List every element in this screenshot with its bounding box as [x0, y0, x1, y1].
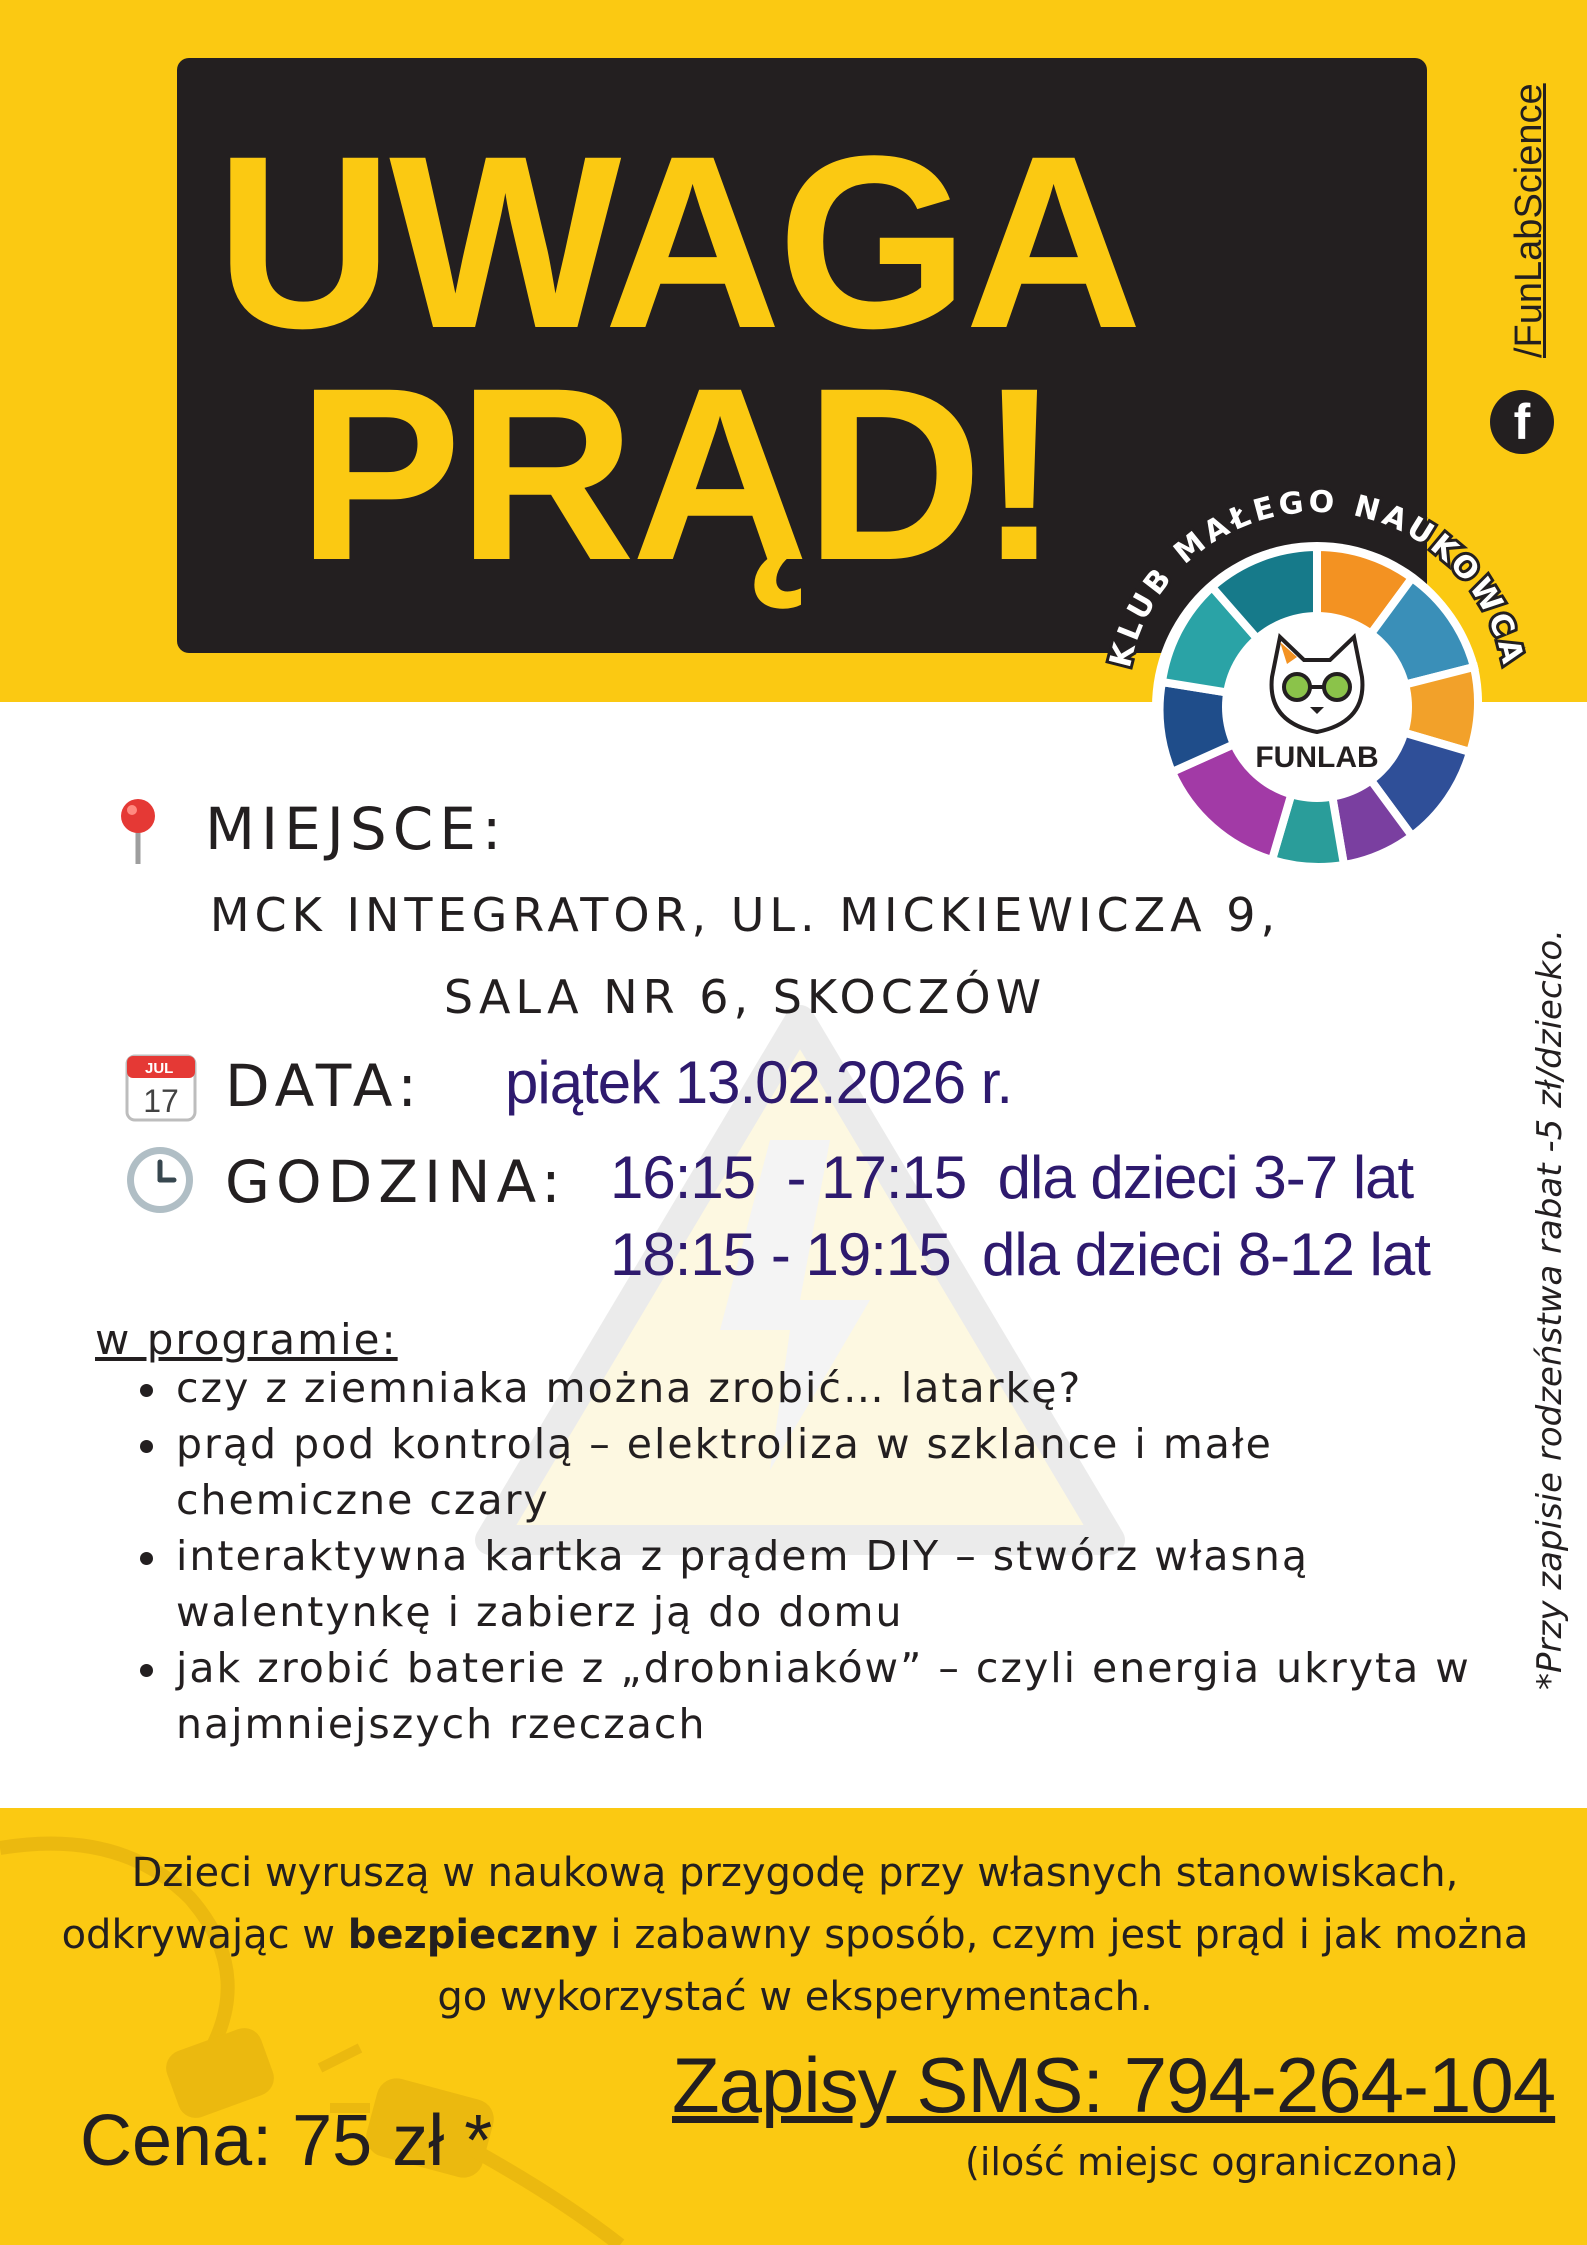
program-list	[130, 1360, 1490, 1752]
bottom-description: Dzieci wyruszą w naukową przygodę przy własnych stanowiskach, odkrywając w bezpieczny i zabawny sposób, czym jest prąd i jak można go wykorzystać w eksperymentach.	[61, 1850, 1529, 2020]
address-line-2: SALA NR 6, SKOCZÓW	[443, 970, 1047, 1024]
program-heading: w programie:	[95, 1315, 398, 1364]
time-slot-2: 18:15 - 19:15 dla dzieci 8-12 lat	[610, 1221, 1430, 1288]
date-label: DATA:	[225, 1052, 423, 1120]
facebook-icon[interactable]: f	[1490, 390, 1554, 454]
program-item: jak zrobić baterie z „drobniaków” – czyli energia ukryta w najmniejszych rzeczach	[130, 1640, 1490, 1752]
program-item: interaktywna kartka z prądem DIY – stwórz własną walentynkę i zabierz ją do domu	[130, 1528, 1490, 1640]
funlab-logo	[1082, 452, 1552, 922]
price-label: Cena: 75 zł *	[80, 2101, 493, 2181]
program-item: czy z ziemniaka można zrobić… latarkę?	[130, 1360, 1490, 1416]
logo-brand: FUNLAB	[1255, 741, 1379, 774]
clock-icon	[124, 1144, 196, 1216]
limited-places-note: (ilość miejsc ograniczona)	[965, 2140, 1459, 2184]
svg-text:JUL: JUL	[145, 1060, 174, 1077]
program-item: prąd pod kontrolą – elektroliza w szklance i małe chemiczne czary	[130, 1416, 1490, 1528]
title-line-1: UWAGA	[215, 105, 1139, 380]
address-line-1: MCK INTEGRATOR, UL. MICKIEWICZA 9,	[209, 888, 1281, 942]
sibling-discount-note: *Przy zapisie rodzeństwa rabat -5 zł/dziecko.	[1530, 929, 1570, 1690]
time-label: GODZINA:	[225, 1148, 567, 1216]
svg-text:17: 17	[143, 1083, 179, 1119]
title-line-2: PRĄD!	[297, 337, 1057, 612]
logo-arc-text: KLUB MAŁEGO NAUKOWCA	[1103, 484, 1531, 671]
date-value: piątek 13.02.2026 r.	[505, 1049, 1013, 1116]
facebook-handle-link[interactable]: /FunLabScience	[1508, 83, 1550, 358]
calendar-icon	[125, 1050, 197, 1122]
place-label: MIEJSCE:	[205, 795, 508, 863]
sms-signup-link[interactable]: Zapisy SMS: 794-264-104	[672, 2041, 1556, 2129]
time-slot-1: 16:15 - 17:15 dla dzieci 3-7 lat	[610, 1144, 1414, 1211]
location-pin-icon	[118, 796, 158, 866]
